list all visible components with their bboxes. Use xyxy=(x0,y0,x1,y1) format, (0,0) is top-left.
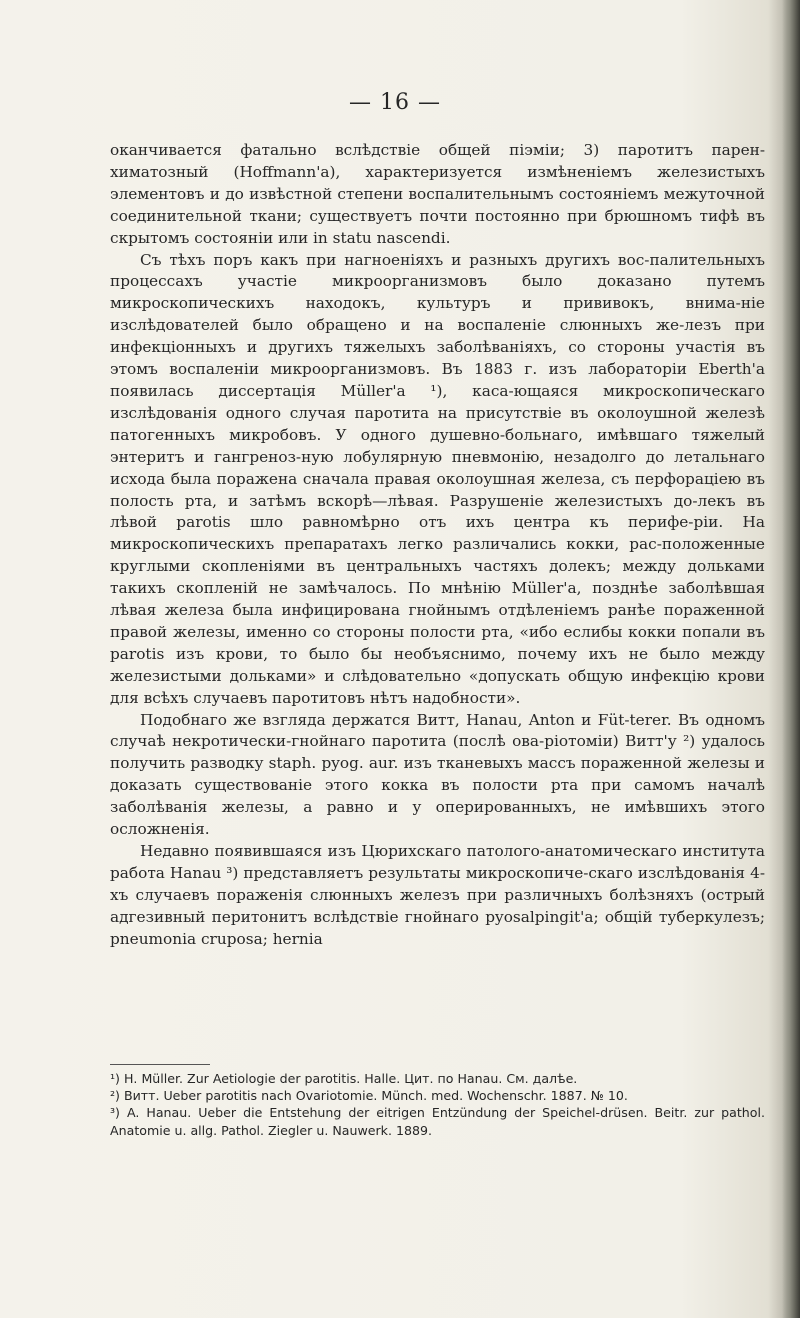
footnote: ¹) Н. Müller. Zur Aetiologie der parotitis. Halle. Цит. по Hanau. См. далѣе. xyxy=(110,1071,578,1086)
paragraph: оканчивается фатально вслѣдствіе общей піэміи; 3) паротитъ парен-химатозный (Hoffmann'a), характеризуется измѣненіемъ железистыхъ элементовъ и до извѣстной степени воспалительнымъ состояніемъ межуточной соединительной ткани; существуетъ почти постоянно при брюшномъ тифѣ въ скрытомъ состояніи или in statu nascendi. xyxy=(110,141,765,247)
paragraph: Недавно появившаяся изъ Цюрихскаго патолого-анатомическаго института работа Hanau ³) представляетъ результаты микроскопиче-скаго изслѣдованія 4-хъ случаевъ пораженія слюнныхъ железъ при различныхъ болѣзняхъ (острый адгезивный перитонитъ вслѣдствіе гнойнаго pyosalpingit'a; общій туберкулезъ; pneumonia cruposa; hernia xyxy=(110,842,765,948)
footnote: ²) Витт. Ueber parotitis nach Ovariotomie. Münch. med. Wochenschr. 1887. № 10. xyxy=(110,1088,628,1104)
footnote: ³) A. Hanau. Ueber die Entstehung der eitrigen Entzündung der Speichel-drüsen. Beitr. zur pathol. Anatomie u. allg. Pathol. Ziegler u. Nauwerk. 1889. xyxy=(110,1105,765,1138)
footnote-divider xyxy=(110,1064,210,1065)
page-number: — 16 — xyxy=(349,90,441,115)
paragraph: Подобнаго же взгляда держатся Витт, Hanau, Anton и Füt-terer. Въ одномъ случаѣ некротически-гнойнаго паротита (послѣ ова-ріотоміи) Витт'у ²) удалось получить разводку staph. pyog. aur. изъ тканевыхъ массъ пораженной железы и доказать существованіе этого кокка въ полости рта при самомъ началѣ заболѣванія железы, а равно и у оперированныхъ, не имѣвшихъ этого осложненія. xyxy=(110,710,765,839)
main-text xyxy=(110,140,765,951)
page-spine-shadow xyxy=(782,0,800,1318)
footnotes xyxy=(110,1070,765,1139)
paragraph: Съ тѣхъ поръ какъ при нагноеніяхъ и разныхъ другихъ вос-палительныхъ процессахъ участіе микроорганизмовъ было доказано путемъ микроскопическихъ находокъ, культуръ и прививокъ, внима-ніе изслѣдователей было обращено и на воспаленіе слюнныхъ же-лезъ при инфекціонныхъ и другихъ тяжелыхъ заболѣваніяхъ, со стороны участія въ этомъ воспаленіи микроорганизмовъ. Въ 1883 г. изъ лабораторіи Eberth'а появилась диссертація Müller'а ¹), каса-ющаяся микроскопическаго изслѣдованія одного случая паротита на присутствіе въ околоушной железѣ патогенныхъ микробовъ. У одного душевно-больнаго, имѣвшаго тяжелый энтеритъ и гангреноз-ную лобулярную пневмонію, незадолго до летальнаго исхода была поражена сначала правая околоушная железа, съ перфораціею въ полость рта, и затѣмъ вскорѣ—лѣвая. Разрушеніе железистыхъ до-лекъ въ лѣвой parotis шло равномѣрно отъ ихъ центра къ перифе-ріи. На микроскопическихъ препаратахъ легко различались кокки, рас-положенные круглыми скопленіями въ центральныхъ частяхъ долекъ; между дольками такихъ скопленій не замѣчалось. По мнѣнію Müller'а, позднѣе заболѣвшая лѣвая железа была инфицирована гнойнымъ отдѣленіемъ ранѣе пораженной правой железы, именно со стороны полости рта, «ибо еслибы кокки попали въ parotis изъ крови, то было бы необъяснимо, почему ихъ не было между железистыми дольками» и слѣдовательно «допускать общую инфекцію крови для всѣхъ случаевъ паротитовъ нѣтъ надобности». xyxy=(110,250,765,707)
